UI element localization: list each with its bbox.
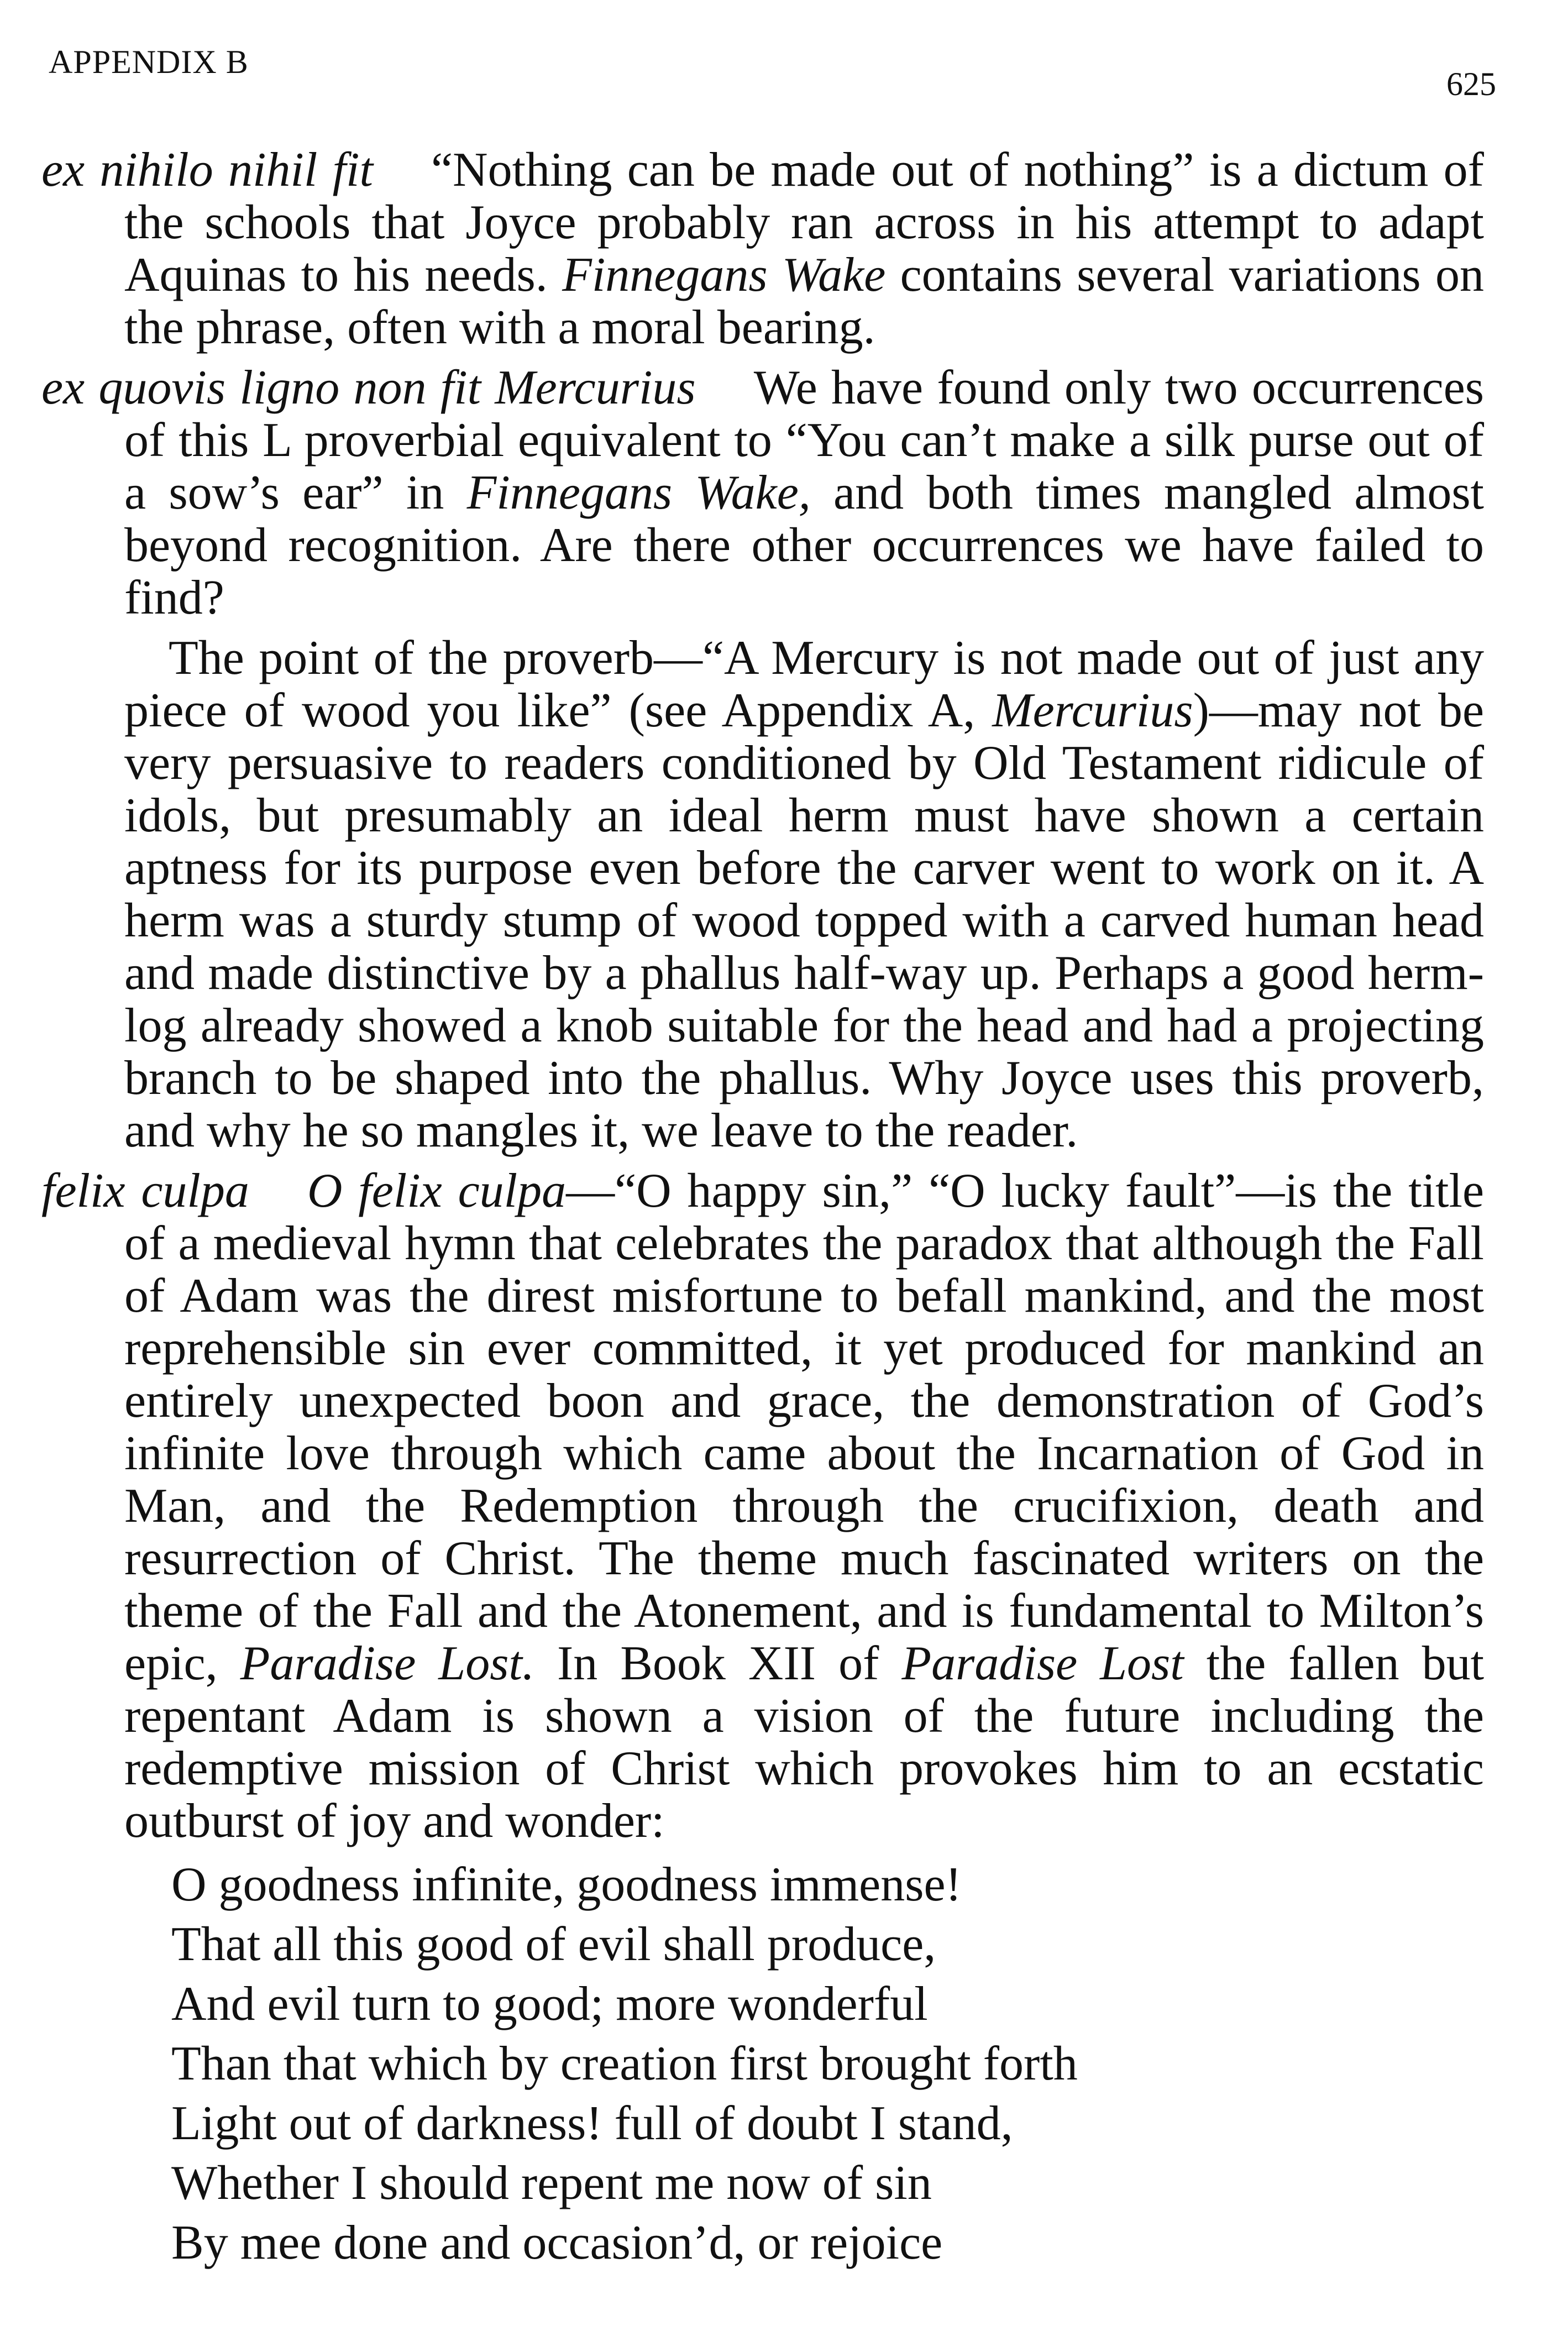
verse-quotation — [41, 1855, 1484, 2273]
entry-text: The point of the proverb—“A Mercury is not made out of just any piece of wood you like” (see Appendix A, — [124, 631, 1484, 737]
verse-line: That all this good of evil shall produce, — [171, 1918, 936, 1971]
verse-line: By mee done and occasion’d, or rejoice — [171, 2216, 943, 2270]
entry-ex-nihilo — [41, 144, 1484, 354]
verse-line: Than that which by creation first brought forth — [171, 2037, 1078, 2091]
running-head: APPENDIX B — [49, 44, 249, 80]
entry-text: )—may not be very persuasive to readers conditioned by Old Testament ridicule of idols, but presumably an ideal herm must have shown a certain aptness for its purpose even before the carver went to work on it. A herm was a sturdy stump of wood topped with a carved human head and made distinctive by a phallus half-way up. Perhaps a good herm-log already showed a knob suitable for the head and had a projecting branch to be shaped into the phallus. Why Joyce uses this proverb, and why he so mangles it, we leave to the reader. — [124, 684, 1484, 1157]
entry-text: —“O happy sin,” “O lucky fault”—is the title of a medieval hymn that celebrates the paradox that although the Fall of Adam was the direst misfortune to befall mankind, and the most reprehensible sin ever committed, it yet produced for mankind an entirely unexpected boon and grace, the demonstration of God’s infinite love through which came about the Incarnation of God in Man, and the Redemption through the crucifixion, death and resurrection of Christ. The theme much fascinated writers on the theme of the Fall and the Atonement, and is fundamental to Milton’s epic, — [124, 1164, 1485, 1690]
verse-line: Light out of darkness! full of doubt I stand, — [171, 2097, 1013, 2150]
page-number: 625 — [1446, 66, 1496, 102]
entry-ex-quovis — [41, 362, 1484, 624]
entry-felix-culpa — [41, 1165, 1484, 1847]
entry-text: and both times mangled almost beyond recognition. Are there other occurrences we have failed to find? — [124, 466, 1485, 625]
work-title: Finnegans Wake, — [466, 466, 811, 520]
cross-reference: Mercurius — [992, 684, 1193, 737]
work-title: Finnegans Wake — [562, 248, 886, 302]
entry-headword: felix culpa — [41, 1164, 249, 1218]
verse-line: And evil turn to good; more wonderful — [171, 1977, 928, 2031]
entry-text: “Nothing can be made out of nothing” is a dictum of the schools that Joyce probably ran across in his attempt to adapt Aquinas to his needs. — [124, 143, 1484, 302]
entry-text: the fallen but repentant Adam is shown a vision of the future including the redemptive mission of Christ which provokes him to an ecstatic outburst of joy and wonder: — [124, 1637, 1485, 1848]
page-body — [41, 144, 1484, 2273]
work-title: Paradise Lost — [901, 1637, 1184, 1690]
entry-continuation — [41, 632, 1484, 1157]
entry-text: In Book XII of — [534, 1637, 902, 1690]
work-title: Paradise Lost. — [240, 1637, 534, 1690]
entry-text: contains several variations on the phrase, often with a moral bearing. — [124, 248, 1484, 354]
entry-text: We have found only two occurrences of this L proverbial equivalent to “You can’t make a silk purse out of a sow’s ear” in — [124, 361, 1484, 520]
entry-headword: ex quovis ligno non fit Mercurius — [41, 361, 696, 415]
verse-line: Whether I should repent me now of sin — [171, 2156, 932, 2210]
entry-lead-phrase: O felix culpa — [307, 1164, 567, 1218]
verse-line: O goodness infinite, goodness immense! — [171, 1858, 962, 1911]
entry-headword: ex nihilo nihil fit — [41, 143, 373, 197]
